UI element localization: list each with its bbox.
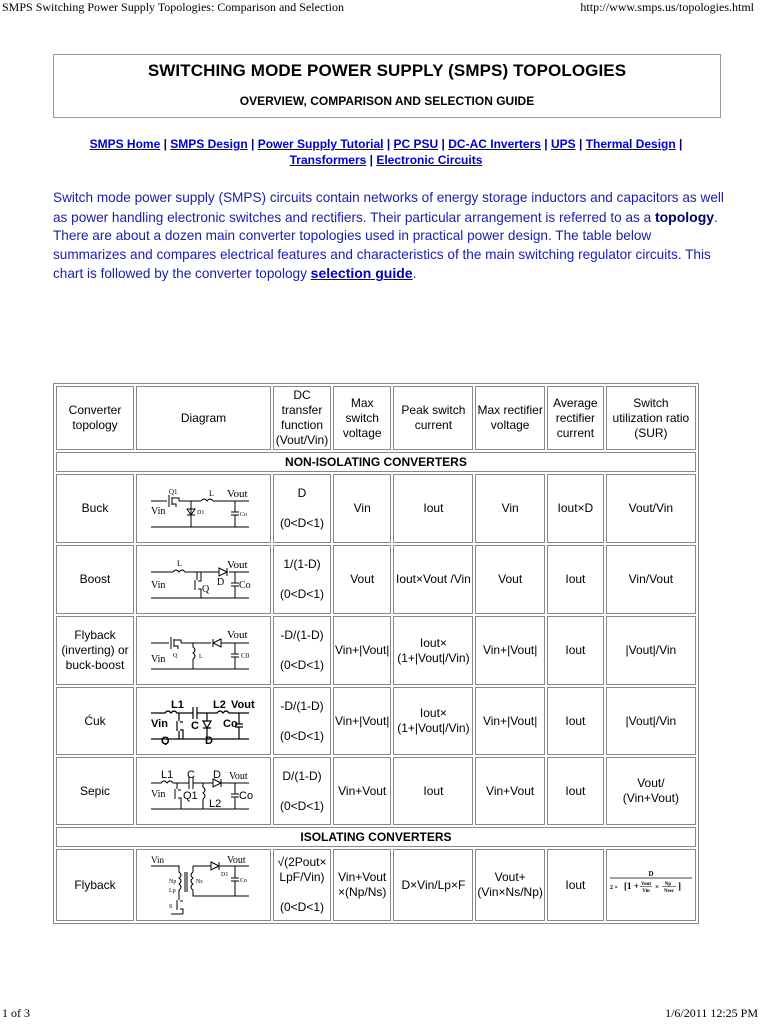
diagram-cell	[136, 616, 271, 685]
average-rectifier-current: Iout	[547, 687, 604, 755]
intro-topology-term: topology	[654, 208, 715, 225]
fly-out-label: Vout	[226, 855, 246, 866]
fly-c-label: Co	[239, 878, 247, 884]
peak-switch-current: D×Vin/Lp×F	[393, 849, 473, 921]
selection-guide-link[interactable]: selection guide	[310, 265, 413, 282]
boost-c-label: Co	[238, 579, 251, 591]
table-row	[56, 545, 696, 614]
boost-l-label: L	[176, 558, 182, 568]
fb-out-label: Vout	[226, 628, 248, 641]
fly-in-label: Vin	[150, 855, 164, 865]
tf-range: (0<D<1)	[279, 798, 325, 813]
max-switch-voltage: Vout	[333, 545, 391, 614]
page-title: SWITCHING MODE POWER SUPPLY (SMPS) TOPOLOGIES	[147, 61, 627, 80]
tf-range: (0<D<1)	[279, 587, 325, 601]
transfer-function	[273, 616, 331, 685]
intro-text: .	[412, 266, 417, 282]
tf-value: -D/(1-D)	[280, 628, 324, 642]
header-cell: Switch utilization ratio (SUR)	[606, 386, 696, 450]
link-ups[interactable]: UPS	[550, 137, 576, 151]
tf-range: (0<D<1)	[279, 900, 325, 914]
intro-text: Switch mode power supply (SMPS) circuits contain networks of energy storage inductors and capacitors as well as power handling electronic switches and rectifiers. Their particular arrangement is referred to as a	[53, 190, 724, 225]
sepic-co-label: Co	[238, 790, 253, 802]
title-box	[53, 54, 721, 118]
cuk-l1-label: L1	[170, 699, 184, 711]
section-non-isolating: NON-ISOLATING CONVERTERS	[56, 452, 696, 472]
peak-switch-current: Iout×Vout /Vin	[393, 545, 473, 614]
tf-range: (0<D<1)	[279, 658, 325, 672]
link-thermal-design[interactable]: Thermal Design	[585, 137, 676, 151]
topology-name: Ćuk	[56, 687, 134, 755]
tf-value: -D/(1-D)	[280, 698, 324, 713]
diagram-cell	[136, 474, 271, 543]
sepic-d-label: D	[212, 769, 221, 781]
boost-out-label: Vout	[226, 558, 248, 571]
topology-name: Sepic	[56, 757, 134, 825]
max-rectifier-voltage: Vout	[475, 545, 544, 614]
tf-range: (0<D<1)	[279, 516, 325, 530]
tf-value: √(2Pout× LpF/Vin)	[277, 855, 327, 884]
flyback-circuit-diagram	[149, 854, 259, 916]
fly-d-label: D1	[220, 872, 228, 878]
topology-name: Flyback	[56, 849, 134, 921]
link-transformers[interactable]: Transformers	[289, 153, 367, 167]
topology-comparison-table	[53, 383, 699, 924]
link-pc-psu[interactable]: PC PSU	[393, 137, 439, 151]
topology-name: Flyback (inverting) or buck-boost	[56, 616, 134, 685]
fly-np-label: Np	[168, 879, 176, 885]
boost-in-label: Vin	[150, 579, 165, 591]
fly-s-label: S	[168, 904, 172, 910]
sepic-out-label: Vout	[228, 771, 248, 782]
header-cell: Peak switch current	[393, 386, 473, 450]
average-rectifier-current: Iout	[547, 757, 604, 825]
page-subtitle: OVERVIEW, COMPARISON AND SELECTION GUIDE	[239, 94, 535, 108]
diagram-cell	[136, 757, 271, 825]
nav-separator: |	[366, 153, 377, 167]
header-cell: Converter topology	[56, 386, 134, 450]
diagram-cell	[136, 687, 271, 755]
sur-bracket-open: [1 +	[623, 881, 639, 891]
diagram-cell	[136, 545, 271, 614]
buck-sw-label: Q1	[168, 487, 178, 496]
max-rectifier-voltage: Vout+ (Vin×Ns/Np)	[475, 849, 544, 921]
link-dc-ac-inverters[interactable]: DC-AC Inverters	[448, 137, 541, 151]
intro-text: . There are about a dozen main converter topologies used in practical power design. The table below summarizes and compares electrical features and characteristics of the main switching regulator circuits. This chart is followed by the converter topology	[53, 209, 718, 282]
nav-separator: |	[160, 137, 171, 151]
table-row	[56, 849, 696, 921]
cuk-in-label: Vin	[150, 718, 168, 730]
page-counter: 1 of 3	[2, 1006, 30, 1020]
cuk-c-label: C	[190, 720, 199, 732]
cuk-l2-label: L2	[212, 699, 226, 711]
average-rectifier-current: Iout	[547, 849, 604, 921]
section-row	[56, 452, 696, 472]
nav-separator: |	[383, 137, 394, 151]
sur-frac1-num: Vout	[640, 882, 651, 887]
transfer-function	[273, 474, 331, 543]
max-switch-voltage: Vin+Vout ×(Np/Ns)	[333, 849, 391, 921]
tf-value: D	[297, 486, 307, 500]
nav-links	[53, 136, 719, 168]
section-isolating: ISOLATING CONVERTERS	[56, 827, 696, 847]
sepic-circuit-diagram	[149, 767, 259, 815]
max-switch-voltage: Vin+|Vout|	[333, 687, 391, 755]
cuk-out-label: Vout	[230, 699, 255, 711]
header-cell: DC transfer function (Vout/Vin)	[273, 386, 331, 450]
topology-name: Boost	[56, 545, 134, 614]
fly-lp-label: Lp	[168, 888, 176, 894]
switch-utilization-ratio: Vout/ (Vin+Vout)	[606, 757, 696, 825]
average-rectifier-current: Iout	[547, 616, 604, 685]
max-rectifier-voltage: Vin+|Vout|	[475, 687, 544, 755]
nav-separator: |	[438, 137, 449, 151]
boost-d-label: D	[216, 576, 224, 588]
transfer-function	[273, 757, 331, 825]
buck-in-label: Vin	[150, 505, 165, 517]
cuk-co-label: Co	[222, 718, 238, 730]
transfer-function	[273, 687, 331, 755]
transfer-function	[273, 545, 331, 614]
tf-value: 1/(1-D)	[283, 557, 321, 571]
boost-circuit-diagram	[149, 558, 259, 602]
switch-utilization-ratio: |Vout|/Vin	[606, 687, 696, 755]
transfer-function	[273, 849, 331, 921]
buck-l-label: L	[208, 488, 214, 498]
max-switch-voltage: Vin+Vout	[333, 757, 391, 825]
header-cell: Diagram	[136, 386, 271, 450]
nav-separator: |	[247, 137, 258, 151]
sur-numerator: D	[648, 870, 654, 878]
nav-separator: |	[575, 137, 586, 151]
nav-separator: |	[540, 137, 551, 151]
fb-c-label: C0	[240, 651, 249, 660]
peak-switch-current: Iout	[393, 474, 473, 543]
table-row	[56, 616, 696, 685]
table-row	[56, 474, 696, 543]
sur-frac1-den: Vin	[642, 889, 650, 894]
link-power-supply-tutorial[interactable]: Power Supply Tutorial	[257, 137, 384, 151]
header-cell: Average rectifier current	[547, 386, 604, 450]
link-smps-design[interactable]: SMPS Design	[170, 137, 248, 151]
buck-circuit-diagram	[149, 487, 259, 531]
browser-title: SMPS Switching Power Supply Topologies: Comparison and Selection	[2, 0, 344, 14]
boost-sw-label: Q	[201, 583, 209, 595]
buck-c-label: Co	[239, 511, 247, 518]
topology-name: Buck	[56, 474, 134, 543]
sur-bracket-close: ]	[677, 881, 681, 891]
switch-utilization-ratio: Vin/Vout	[606, 545, 696, 614]
table-header-row	[56, 386, 696, 450]
cuk-circuit-diagram	[149, 697, 259, 745]
header-cell: Max rectifier voltage	[475, 386, 544, 450]
section-row	[56, 827, 696, 847]
buck-out-label: Vout	[226, 487, 248, 500]
switch-utilization-ratio: Vout/Vin	[606, 474, 696, 543]
buck-d-label: D1	[196, 509, 204, 516]
max-switch-voltage: Vin	[333, 474, 391, 543]
buck-boost-circuit-diagram	[149, 629, 259, 673]
peak-switch-current: Iout	[393, 757, 473, 825]
peak-switch-current: Iout× (1+|Vout|/Vin)	[393, 687, 473, 755]
tf-range: (0<D<1)	[279, 728, 325, 743]
average-rectifier-current: Iout	[547, 545, 604, 614]
sepic-l2-label: L2	[208, 798, 221, 810]
link-electronic-circuits[interactable]: Electronic Circuits	[376, 153, 483, 167]
sur-times: ×	[654, 883, 659, 891]
fb-in-label: Vin	[150, 653, 165, 665]
cuk-sw-label: Q	[160, 735, 170, 745]
browser-url: http://www.smps.us/topologies.html	[580, 0, 754, 14]
diagram-cell	[136, 849, 271, 921]
header-cell: Max switch voltage	[333, 386, 391, 450]
sur-frac2-num: Np	[664, 882, 672, 887]
intro-paragraph	[53, 189, 725, 284]
sur-denominator-lead: 2 ×	[609, 885, 618, 891]
average-rectifier-current: Iout×D	[547, 474, 604, 543]
table-row	[56, 757, 696, 825]
sepic-c-label: C	[186, 769, 195, 781]
fb-sw-label: Q	[172, 652, 177, 659]
switch-utilization-ratio: |Vout|/Vin	[606, 616, 696, 685]
peak-switch-current: Iout× (1+|Vout|/Vin)	[393, 616, 473, 685]
max-switch-voltage: Vin+|Vout|	[333, 616, 391, 685]
sur-formula	[608, 869, 694, 897]
max-rectifier-voltage: Vin+|Vout|	[475, 616, 544, 685]
cuk-d-label: D	[204, 735, 213, 745]
print-datetime: 1/6/2011 12:25 PM	[665, 1006, 758, 1020]
switch-utilization-ratio	[606, 849, 696, 921]
max-rectifier-voltage: Vin	[475, 474, 544, 543]
sepic-in-label: Vin	[150, 789, 165, 800]
sur-frac2-den: Nsec	[663, 889, 674, 894]
tf-value: D/(1-D)	[282, 768, 322, 783]
fb-l-label: L	[198, 653, 203, 660]
sepic-l1-label: L1	[160, 769, 173, 781]
nav-separator: |	[675, 137, 683, 151]
table-row	[56, 687, 696, 755]
link-smps-home[interactable]: SMPS Home	[89, 137, 161, 151]
fly-ns-label: Ns	[195, 879, 203, 885]
sepic-sw-label: Q1	[182, 790, 198, 802]
max-rectifier-voltage: Vin+Vout	[475, 757, 544, 825]
